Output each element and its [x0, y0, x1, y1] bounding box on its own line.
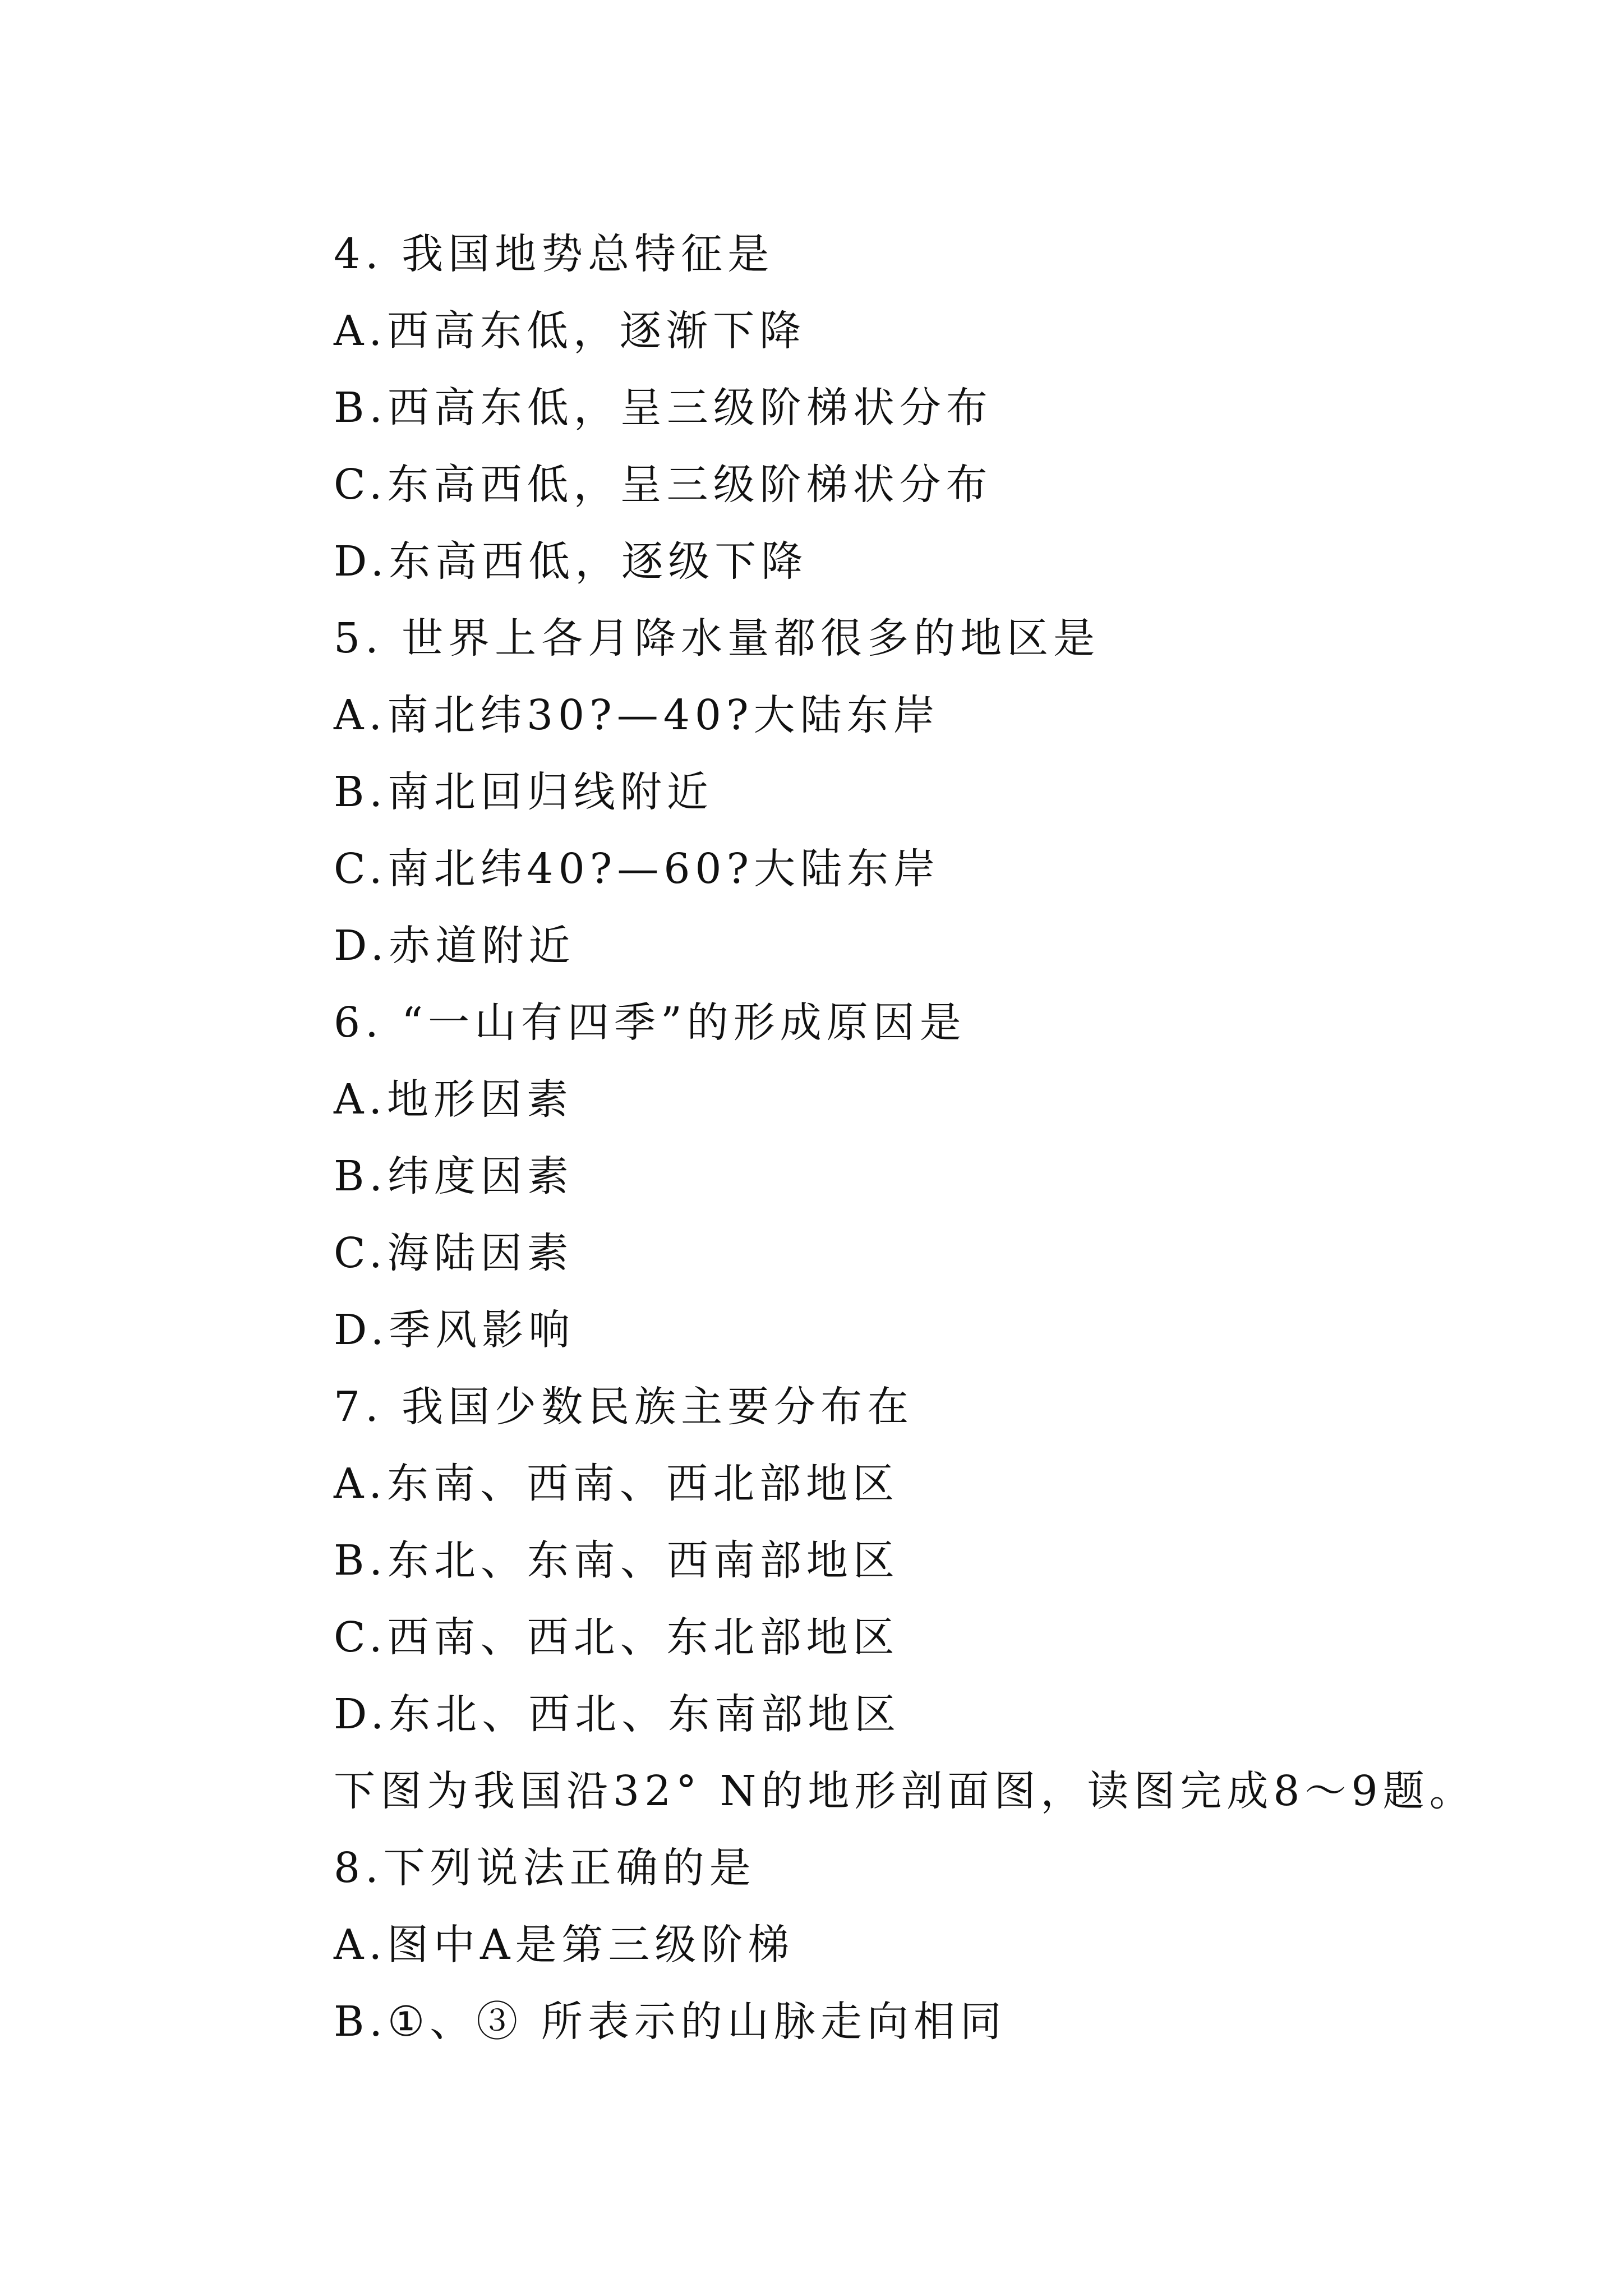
q4-option-b: B.西高东低，呈三级阶梯状分布	[334, 384, 993, 432]
q5-option-a: A.南北纬30?—40?大陆东岸	[334, 691, 940, 739]
q5-option-c: C.南北纬40?—60?大陆东岸	[334, 845, 940, 893]
q4-option-c: C.东高西低，呈三级阶梯状分布	[334, 461, 993, 509]
q4-option-d: D.东高西低，逐级下降	[334, 537, 808, 586]
q7-option-c: C.西南、西北、东北部地区	[334, 1613, 900, 1662]
q8-option-a: A.图中A是第三级阶梯	[334, 1921, 795, 1969]
q6-option-b: B.纬度因素	[334, 1152, 574, 1200]
q7-option-d: D.东北、西北、东南部地区	[334, 1690, 901, 1738]
q6-option-d: D.季风影响	[334, 1306, 575, 1354]
q8-option-b: B.①、③ 所表示的山脉走向相同	[334, 1998, 1007, 2046]
question-text-block	[334, 216, 1579, 2060]
q6-option-a: A.地形因素	[334, 1075, 573, 1124]
q7-stem: 7. 我国少数民族主要分布在	[334, 1383, 914, 1431]
q5-stem: 5. 世界上各月降水量都很多的地区是	[334, 614, 1100, 662]
q6-option-c: C.海陆因素	[334, 1229, 574, 1277]
q6-stem: 6. “一山有四季”的形成原因是	[334, 999, 966, 1047]
q7-option-b: B.东北、东南、西南部地区	[334, 1536, 900, 1585]
q5-option-d: D.赤道附近	[334, 922, 575, 970]
figure-instruction: 下图为我国沿32° N的地形剖面图，读图完成8～9题。	[334, 1767, 1476, 1815]
q7-option-a: A.东南、西南、西北部地区	[334, 1460, 899, 1508]
q4-stem: 4. 我国地势总特征是	[334, 230, 774, 278]
q4-option-a: A.西高东低，逐渐下降	[334, 307, 806, 355]
q5-option-b: B.南北回归线附近	[334, 768, 713, 816]
q8-stem: 8.下列说法正确的是	[334, 1844, 756, 1892]
